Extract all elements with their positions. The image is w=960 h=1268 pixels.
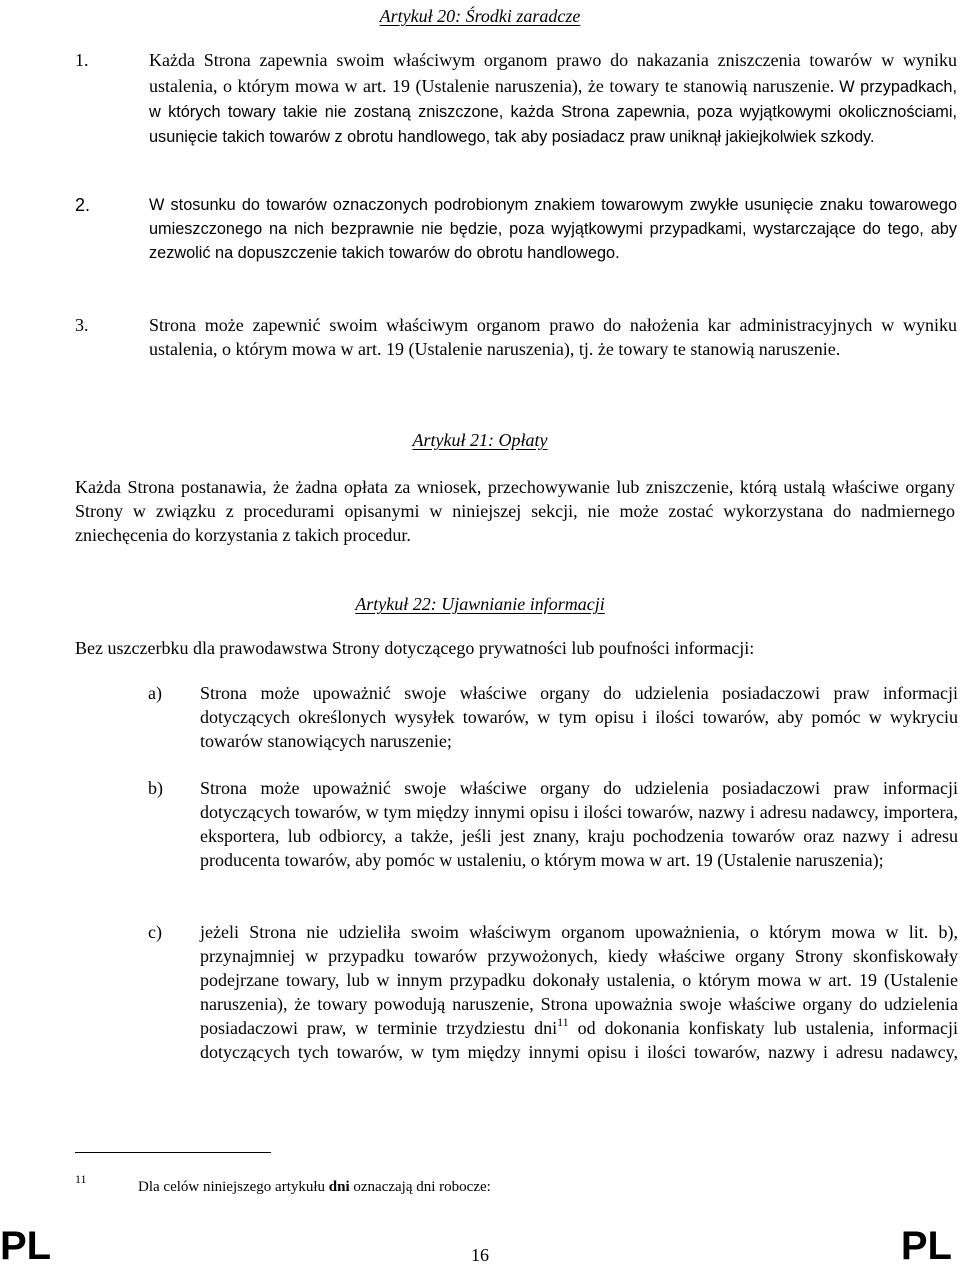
item-text: Każda Strona zapewnia swoim właściwym organom prawo do nakazania zniszczenia towarów w wyniku ustalenia, o którym mowa w art. 19 (Ustalenie naruszenia), że towary te stanowią naruszenie. W przypadkach, w których towary takie nie zostaną zniszczone, każda Strona zapewnia, poza wyjątkowymi okolicznościami, usunięcie takich towarów z obrotu handlowego, tak aby posiadacz praw uniknął jakiejkolwiek szkody. [149, 50, 957, 146]
article-21-text: Każda Strona postanawia, że żadna opłata za wniosek, przechowywanie lub zniszczenie, którą ustalą właściwe organy Strony w związku z procedurami opisanymi w niniejszej sekcji, nie może zostać wykorzystana do nadmiernego zniechęcenia do korzystania z takich procedur. [75, 477, 955, 545]
footnote-reference[interactable]: 11 [557, 1015, 569, 1029]
item-label: a) [148, 683, 162, 703]
article-20-item-3 [75, 313, 955, 361]
footnote-text: Dla celów niniejszego artykułu dni oznaczają dni robocze: [138, 1179, 491, 1195]
article-21-title: Artykuł 21: Opłaty [412, 430, 548, 450]
item-label: b) [148, 778, 163, 798]
item-text: W stosunku do towarów oznaczonych podrobionym znakiem towarowym zwykłe usunięcie znaku towarowego umieszczonego na nich bezprawnie nie będzie, poza wyjątkowymi przypadkami, wystarczające do tego, aby zezwolić na dopuszczenie takich towarów do obrotu handlowego. [149, 196, 957, 262]
footnote-number: 11 [75, 1172, 87, 1186]
footnote-separator [75, 1152, 271, 1153]
item-text: Strona może zapewnić swoim właściwym organom prawo do nałożenia kar administracyjnych w wyniku ustalenia, o którym mowa w art. 19 (Ustalenie naruszenia), tj. że towary te stanowią naruszenie. [149, 315, 957, 359]
article-22-title: Artykuł 22: Ujawnianie informacji [355, 594, 605, 614]
article-20-item-1 [75, 48, 955, 150]
article-22-item-b [148, 776, 958, 872]
language-code-right: PL [900, 1224, 952, 1268]
item-number: 2. [75, 195, 91, 215]
page-number: 16 [471, 1245, 489, 1265]
item-number: 1. [75, 50, 89, 70]
article-22-item-c [148, 920, 958, 1064]
article-20-item-2 [75, 193, 955, 265]
article-22-item-a [148, 681, 958, 753]
item-text: Strona może upoważnić swoje właściwe organy do udzielenia posiadaczowi praw informacji dotyczących towarów, w tym między innymi opisu i ilości towarów, nazwy i adresu nadawcy, importera, eksportera, lub odbiorcy, a także, jeśli jest znany, kraju pochodzenia towarów oraz nazwy i adresu producenta towarów, aby pomóc w ustaleniu, o którym mowa w art. 19 (Ustalenie naruszenia); [200, 778, 958, 870]
item-text: jeżeli Strona nie udzieliła swoim właściwym organom upoważnienia, o którym mowa w lit. b), przynajmniej w przypadku towarów przywożonych, kiedy właściwe organy Strony skonfiskowały podejrzane towary, lub w innym przypadku dokonały ustalenia, o którym mowa w art. 19 (Ustalenie naruszenia), że towary powodują naruszenie, Strona upoważnia swoje właściwe organy do udzielenia posiadaczowi praw, w terminie trzydziestu dni$^{11}$ od dokonania konfiskaty lub ustalenia, informacji dotyczących tych towarów, w tym między innymi opisu i ilości towarów, nazwy i adresu nadawcy, [200, 922, 958, 1062]
item-label: c) [148, 922, 162, 942]
article-20-title: Artykuł 20: Środki zaradcze [379, 6, 581, 26]
item-number: 3. [75, 315, 89, 335]
item-text: Strona może upoważnić swoje właściwe organy do udzielenia posiadaczowi praw informacji dotyczących określonych wysyłek towarów, w tym opisu i ilości towarów, aby pomóc w wykryciu towarów stanowiących naruszenie; [200, 683, 958, 751]
article-22-intro: Bez uszczerbku dla prawodawstwa Strony dotyczącego prywatności lub poufności informacji: [75, 638, 755, 658]
language-code-left: PL [0, 1224, 52, 1268]
